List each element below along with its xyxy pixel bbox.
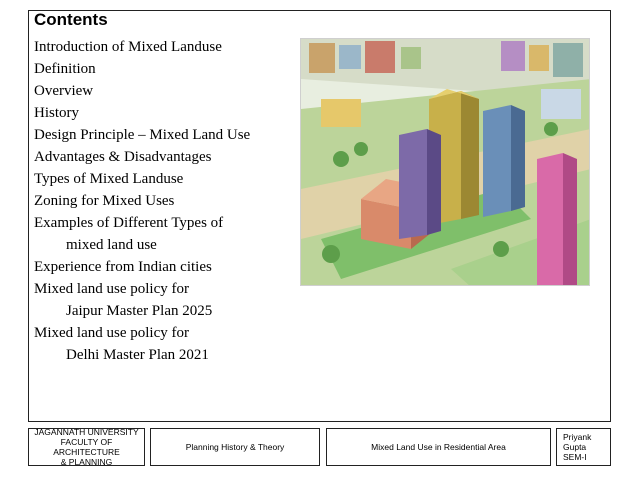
contents-item: Introduction of Mixed Landuse bbox=[34, 39, 222, 55]
contents-item: Definition bbox=[34, 61, 96, 77]
topic-label: Mixed Land Use in Residential Area bbox=[371, 442, 506, 452]
footer-topic bbox=[326, 428, 551, 466]
footer-subject bbox=[150, 428, 320, 466]
contents-item: Overview bbox=[34, 83, 94, 99]
contents-item: Mixed land use policy for bbox=[34, 325, 189, 341]
slide-title: Contents bbox=[34, 10, 108, 29]
faculty-name-continued: & PLANNING bbox=[60, 457, 113, 467]
contents-item: Types of Mixed Landuse bbox=[34, 171, 184, 187]
contents-item-continued: mixed land use bbox=[66, 237, 157, 253]
contents-item: Examples of Different Types of bbox=[34, 215, 224, 231]
faculty-name: FACULTY OF ARCHITECTURE bbox=[53, 437, 120, 457]
footer-institution bbox=[28, 428, 145, 466]
contents-item: History bbox=[34, 105, 79, 121]
author-name: Priyank Gupta bbox=[563, 432, 592, 452]
contents-item: Experience from Indian cities bbox=[34, 259, 212, 275]
contents-list bbox=[34, 36, 250, 366]
institution-name: JAGANNATH UNIVERSITY bbox=[34, 427, 139, 437]
contents-item: Design Principle – Mixed Land Use bbox=[34, 127, 251, 143]
contents-item: Zoning for Mixed Uses bbox=[34, 193, 175, 209]
contents-item: Advantages & Disadvantages bbox=[34, 149, 212, 165]
semester-label: SEM-I bbox=[563, 452, 587, 462]
subject-label: Planning History & Theory bbox=[185, 442, 285, 452]
mixed-land-use-illustration bbox=[300, 38, 590, 286]
contents-item-continued: Delhi Master Plan 2021 bbox=[66, 347, 209, 363]
footer-author bbox=[556, 428, 611, 466]
contents-item-continued: Jaipur Master Plan 2025 bbox=[66, 303, 213, 319]
contents-item: Mixed land use policy for bbox=[34, 281, 189, 297]
